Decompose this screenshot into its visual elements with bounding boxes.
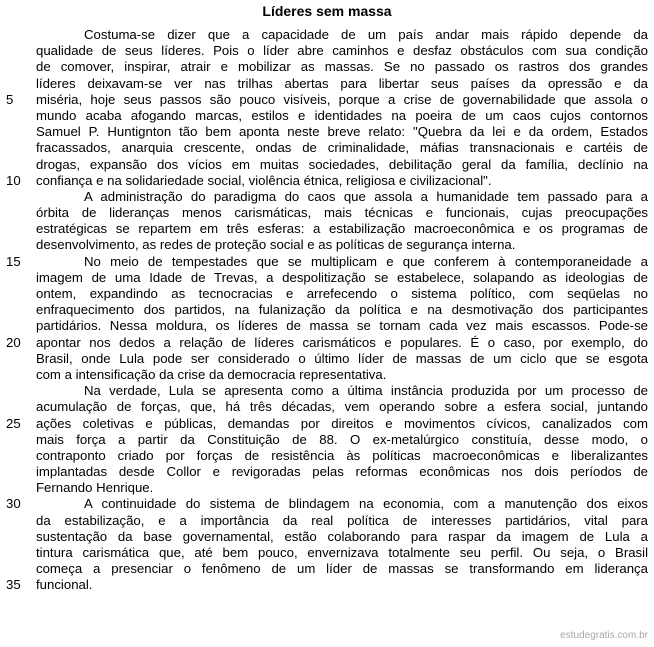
line-text: contraponto criado por forças de resistência às políticas macroeconômicas e liberalizantes xyxy=(36,447,648,463)
text-line xyxy=(0,561,654,577)
line-text: partidários. Nessa moldura, os líderes de massa se tornam cada vez mais escassos. Pode-se xyxy=(36,318,648,334)
line-text: Samuel P. Huntignton tão bem aponta neste breve relato: "Quebra da lei e da ordem, Estados xyxy=(36,124,648,140)
text-line xyxy=(0,76,654,92)
text-line xyxy=(0,59,654,75)
text-line xyxy=(0,383,654,399)
line-text: A administração do paradigma do caos que assola a humanidade tem passado para a xyxy=(84,188,648,204)
line-number: 5 xyxy=(6,91,14,107)
line-text: líderes deixavam-se ver nas trilhas abertas para libertar seus países da opressão e da xyxy=(36,75,648,91)
line-text: Brasil, onde Lula pode ser considerado o último líder de massas de um ciclo que se esgota xyxy=(36,350,648,366)
line-number: 15 xyxy=(6,253,21,269)
text-line xyxy=(0,577,654,593)
text-line xyxy=(0,399,654,415)
text-line xyxy=(0,237,654,253)
line-text: acumulação de forças, que, há três décadas, vem operando sobre a esfera social, juntando xyxy=(36,399,648,415)
text-line xyxy=(0,318,654,334)
text-line xyxy=(0,448,654,464)
line-text: fracassados, anarquia crescente, ondas de criminalidade, máfias transnacionais e cartéis de xyxy=(36,140,648,156)
line-text: da estabilização, e a importância da real política de interesses partidários, vital para xyxy=(36,512,648,528)
text-line xyxy=(0,108,654,124)
text-line xyxy=(0,302,654,318)
text-line xyxy=(0,254,654,270)
text-line xyxy=(0,432,654,448)
line-text: órbita de lideranças menos carismáticas, mais técnicas e funcionais, cujas preocupações xyxy=(36,205,648,221)
line-text: funcional. xyxy=(36,577,93,593)
watermark: estudegratis.com.br xyxy=(560,630,648,641)
line-number: 35 xyxy=(6,577,21,593)
line-text: No meio de tempestades que se multiplicam e que conferem à contemporaneidade a xyxy=(84,253,648,269)
line-text: imagem de uma Idade de Trevas, a despolitização se estabelece, solapando as ideologias de xyxy=(36,269,648,285)
line-number: 20 xyxy=(6,334,21,350)
text-line xyxy=(0,157,654,173)
text-line xyxy=(0,92,654,108)
text-line xyxy=(0,367,654,383)
text-line xyxy=(0,124,654,140)
line-text: ontem, expandindo as tecnocracias e arrefecendo o sistema político, com seqüelas no xyxy=(36,286,648,301)
line-text: começa a presenciar o fenômeno de um líder de massas se transformando em liderança xyxy=(36,561,648,577)
text-line xyxy=(0,205,654,221)
document-title: Líderes sem massa xyxy=(262,3,392,19)
text-line xyxy=(0,221,654,237)
text-line xyxy=(0,286,654,302)
line-text: A continuidade do sistema de blindagem na economia, com a manutenção dos eixos xyxy=(84,496,648,512)
line-text: mundo acaba afogando marcas, estilos e identidades na poeira de um caos cujos contornos xyxy=(36,107,648,123)
text-line xyxy=(0,416,654,432)
line-number: 25 xyxy=(6,415,21,431)
text-line xyxy=(0,496,654,512)
text-line xyxy=(0,173,654,189)
line-text: Costuma-se dizer que a capacidade de um país andar mais rápido depende da xyxy=(84,27,648,42)
text-line xyxy=(0,43,654,59)
text-line xyxy=(0,270,654,286)
text-line xyxy=(0,351,654,367)
line-text: Fernando Henrique. xyxy=(36,480,154,496)
line-text: desenvolvimento, as redes de proteção social e as políticas de segurança interna. xyxy=(36,237,516,253)
line-text: mais força a partir da Constituição de 88. O ex-metalúrgico constituía, desse modo, o xyxy=(36,431,648,447)
line-text: miséria, hoje seus passos são pouco visíveis, porque a crise de governabilidade que assola o xyxy=(36,91,648,107)
text-line xyxy=(0,529,654,545)
line-text: implantadas desde Collor e revigoradas pelas reformas econômicas nos dois períodos de xyxy=(36,464,648,480)
line-text: de comover, inspirar, atrair e mobilizar as massas. Se no passado os rastros dos grandes xyxy=(36,59,648,75)
text-line xyxy=(0,335,654,351)
line-number: 30 xyxy=(6,496,21,512)
line-text: apontar nos dedos a relação de líderes carismáticos e populares. É o caso, por exemplo, do xyxy=(36,334,648,350)
text-line xyxy=(0,513,654,529)
line-text: drogas, expansão dos vícios em muitas sociedades, debilitação geral da família, declínio na xyxy=(36,156,648,172)
line-number: 10 xyxy=(6,172,21,188)
line-text: sustentação da base governamental, estão colaborando para raspar da imagem de Lula a xyxy=(36,528,648,544)
line-text: estratégicas se repartem em três esferas: a estabilização macroeconômica e os programas de xyxy=(36,221,648,237)
text-line xyxy=(0,140,654,156)
line-text: Na verdade, Lula se apresenta como a última instância produzida por um processo de xyxy=(84,383,648,399)
text-line xyxy=(0,464,654,480)
line-text: tintura carismática que, até bem pouco, envernizava totalmente seu perfil. Ou seja, o Brasil xyxy=(36,545,648,560)
text-line xyxy=(0,480,654,496)
text-line xyxy=(0,27,654,43)
line-text: ações coletivas e públicas, demandas por direitos e movimentos cívicos, canalizados com xyxy=(36,415,648,431)
line-text: qualidade de seus líderes. Pois o líder abre caminhos e desfaz obstáculos com sua condição xyxy=(36,43,648,59)
line-text: confiança e na solidariedade social, violência étnica, religiosa e civilizacional". xyxy=(36,172,492,188)
text-line xyxy=(0,189,654,205)
line-text: enfraquecimento dos partidos, na fulanização da política e na desmotivação dos participantes xyxy=(36,302,648,318)
line-text: com a intensificação da crise da democracia representativa. xyxy=(36,366,387,382)
text-line xyxy=(0,545,654,561)
article-body xyxy=(0,27,654,594)
